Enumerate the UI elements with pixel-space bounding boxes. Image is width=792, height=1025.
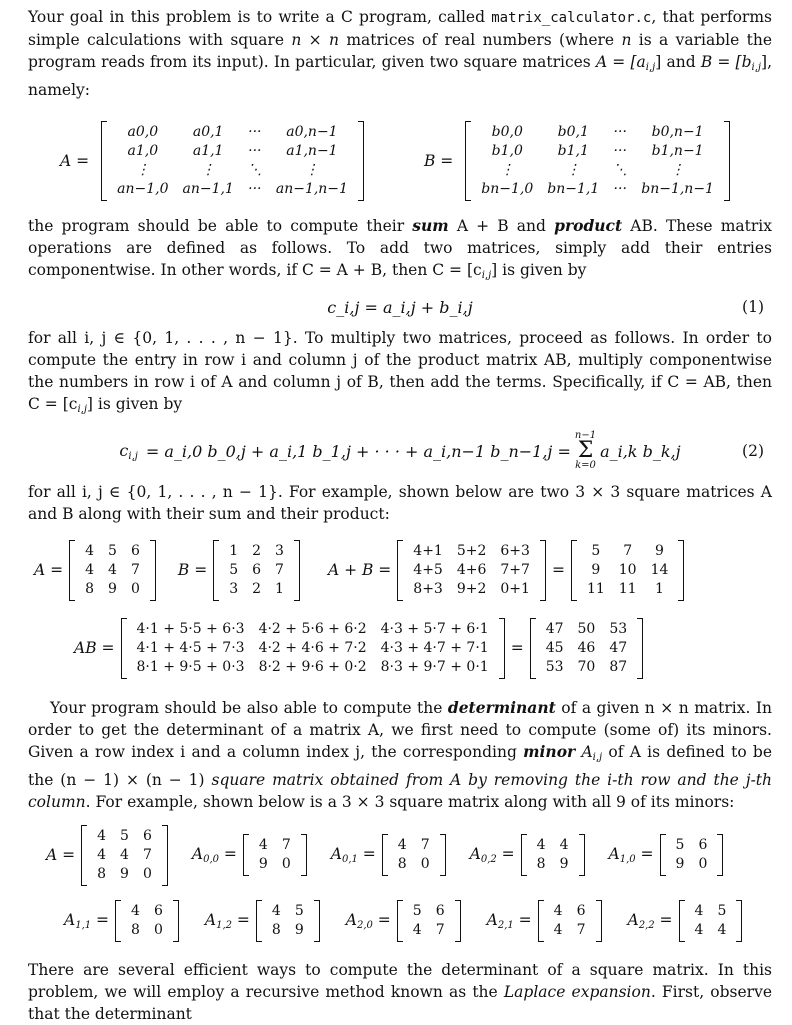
matrix-cell: 4 <box>694 922 704 938</box>
matrix-cell: 8 <box>131 922 140 938</box>
matrix-cell: ··· <box>613 124 627 140</box>
minor-1-1 <box>58 900 179 942</box>
matrix-cell: 53 <box>609 620 628 637</box>
minor-label: $A_{0,2}$ = <box>469 845 515 865</box>
minors-row-1: A = 4 5 6 4 4 7 8 9 0 $A_{0,0}$ = 4 7 9 0 $A_{0,1}$ = 4 7 8 0 $A_{0,2}$ = 4 4 8 9 $A_{1,0}$ = 5 6 9 0 <box>28 819 772 891</box>
matrix-cell: 1 <box>275 580 284 597</box>
matrix-cell: 4 <box>536 837 546 853</box>
matrix-cell: 0 <box>153 922 163 938</box>
matrix-cell: 9 <box>294 922 304 938</box>
example-sum-expanded <box>397 540 546 601</box>
matrix-cell: 5 <box>591 542 601 559</box>
minor-2-0 <box>340 900 461 942</box>
matrix-cell: 2 <box>252 542 262 559</box>
matrix-cell: an−1,0 <box>117 181 169 197</box>
matrix-cell: 1 <box>229 542 239 559</box>
example-product-result <box>530 618 643 679</box>
matrix-cell: 4+5 <box>413 561 443 578</box>
matrix-cell: 9 <box>559 856 569 872</box>
matrix-cell: 4·1 + 4·5 + 7·3 <box>136 639 245 656</box>
matrix-cell: 14 <box>650 561 669 578</box>
matrix-cell: bn−1,n−1 <box>641 181 714 197</box>
minor-term: minor <box>523 742 576 761</box>
matrix-cell: 4 <box>131 903 140 919</box>
matrix-cell: 4 <box>694 903 704 919</box>
example-matrix-a <box>69 540 156 601</box>
matrix-cell: a0,1 <box>192 124 224 140</box>
matrix-cell: 8 <box>85 580 95 597</box>
minor-2-2 <box>622 900 743 942</box>
matrix-cell: 70 <box>577 658 596 675</box>
matrix-cell: 4·2 + 5·6 + 6·2 <box>258 620 367 637</box>
matrix-cell: 87 <box>609 658 628 675</box>
matrix-cell: 3 <box>229 580 239 597</box>
matrix-cell: b1,1 <box>557 143 589 159</box>
matrix-cell: 7 <box>435 922 445 938</box>
matrix-cell: 6 <box>252 561 262 578</box>
equation-2: $c_{i,j}$ = a_i,0 b_0,j + a_i,1 b_1,j + · · · + a_i,n−1 b_n−1,j = n−1 Σ k=0 a_i,k b_k,j (2) <box>119 430 764 471</box>
matrix-cell: 4 <box>97 846 107 863</box>
minor-matrix <box>256 900 320 942</box>
gen-b-label: B = <box>423 152 454 170</box>
matrix-cell: 9 <box>108 580 117 597</box>
matrix-cell: 47 <box>545 620 564 637</box>
matrix-cell: 4 <box>120 846 129 863</box>
matrix-cell: 4 <box>717 922 727 938</box>
minor-matrix <box>521 834 585 876</box>
matrix-cell: a1,1 <box>192 143 224 159</box>
matrix-cell: 1 <box>655 580 664 597</box>
matrix-cell: 9 <box>591 561 601 578</box>
sum-product-paragraph: the program should be able to compute their sum A + B and product AB. These matrix operations are defined as follows. To add two matrices, simply add their entries componentwise. In other words, if C = A + B, then $C = [c_{i,j}]$ is given by <box>28 216 772 281</box>
matrix-cell: 4 <box>559 837 569 853</box>
matrix-cell: 5 <box>675 837 685 853</box>
matrix-cell: b1,0 <box>491 143 523 159</box>
minor-matrix <box>382 834 446 876</box>
matrix-cell: 7 <box>623 542 633 559</box>
minor-label: $A_{2,2}$ = <box>627 911 673 931</box>
matrix-cell: ⋮ <box>135 162 150 178</box>
matrix-cell: 8·3 + 9·7 + 0·1 <box>380 658 489 675</box>
matrix-cell: 4·3 + 4·7 + 7·1 <box>380 639 489 656</box>
minor-matrix <box>115 900 179 942</box>
matrix-cell: ··· <box>248 124 262 140</box>
matrix-cell: ⋮ <box>566 162 581 178</box>
matrix-b-general <box>465 121 730 201</box>
matrix-cell: 7 <box>576 922 586 938</box>
matrix-cell: 7 <box>142 846 152 863</box>
matrix-cell: 8+3 <box>413 580 443 597</box>
matrix-cell: b0,1 <box>557 124 589 140</box>
matrix-cell: ··· <box>613 143 627 159</box>
intro-paragraph: Your goal in this problem is to write a C program, called matrix_calculator.c, that performs simple calculations with square n × n matrices of real numbers (where n is a variable the program reads from its input). In particular, given two square matrices $A = [a_{i,j}]$ and $B = [b_{i,j}]$, namely: <box>28 8 772 99</box>
minor-label: $A_{2,1}$ = <box>486 911 532 931</box>
matrix-cell: 4 <box>271 903 281 919</box>
matrix-cell: 0 <box>130 580 140 597</box>
matrix-cell: a1,n−1 <box>286 143 338 159</box>
equation-2-expansion: = a_i,0 b_0,j + a_i,1 b_1,j + · · · + a_i,n−1 b_n−1,j = <box>145 441 571 461</box>
matrix-cell: 8 <box>536 856 546 872</box>
matrix-cell: 9 <box>258 856 268 872</box>
matrix-cell: 7+7 <box>500 561 530 578</box>
matrix-cell: b1,n−1 <box>651 143 704 159</box>
matrix-cell: 4·1 + 5·5 + 6·3 <box>136 620 245 637</box>
matrix-cell: 46 <box>577 639 596 656</box>
matrix-cell: bn−1,0 <box>481 181 534 197</box>
program-filename: matrix_calculator.c <box>491 10 652 26</box>
matrix-cell: ⋱ <box>613 162 628 178</box>
matrix-cell: 8 <box>97 865 107 882</box>
sum-term: sum <box>412 216 449 235</box>
minor-label: $A_{1,1}$ = <box>64 911 110 931</box>
matrix-cell: 6 <box>576 903 586 919</box>
matrix-cell: 4 <box>412 922 422 938</box>
matrix-cell: ··· <box>248 181 262 197</box>
matrix-cell: 7 <box>281 837 291 853</box>
matrix-cell: 50 <box>577 620 596 637</box>
determinant-paragraph: Your program should be also able to compute the determinant of a given n × n matrix. In order to get the determinant of a matrix A, we first need to compute (some of) its minors. Given a row index i and a column index j, the corresponding minor $A_{i,j}$ of A is defined to be the (n − 1) × (n − 1) square matrix obtained from A by removing the i-th row and the j-th column. For example, shown below is a 3 × 3 square matrix along with all 9 of its minors: <box>28 698 773 811</box>
summation-symbol: n−1 Σ k=0 <box>574 430 597 471</box>
matrix-cell: 4 <box>553 903 563 919</box>
product-term: product <box>554 216 623 235</box>
matrix-cell: a0,0 <box>127 124 159 140</box>
matrix-cell: 4+6 <box>456 561 487 578</box>
matrix-a-general <box>101 121 364 201</box>
example-sum-result <box>571 540 684 601</box>
gen-a-label: A = <box>60 152 90 170</box>
matrix-cell: ⋮ <box>670 162 685 178</box>
matrix-cell: 4 <box>397 837 407 853</box>
matrix-cell: 5 <box>412 903 422 919</box>
matrix-cell: 7 <box>130 561 140 578</box>
matrix-cell: 0 <box>420 856 430 872</box>
matrix-cell: 7 <box>275 561 284 578</box>
matrix-cell: 9+2 <box>456 580 487 597</box>
matrix-cell: 5 <box>294 903 304 919</box>
minor-label: $A_{0,0}$ = <box>191 845 237 865</box>
matrix-cell: 47 <box>609 639 628 656</box>
matrix-cell: 11 <box>618 580 637 597</box>
matrix-cell: 0 <box>281 856 291 872</box>
matrix-cell: 53 <box>545 658 564 675</box>
minor-matrix <box>679 900 743 942</box>
matrix-cell: 4 <box>97 827 107 844</box>
minor-matrix <box>538 900 602 942</box>
matrix-cell: 6 <box>130 542 140 559</box>
product-definition-paragraph: for all i, j ∈ {0, 1, . . . , n − 1}. To multiply two matrices, proceed as follows. In order to compute the entry in row i and column j of the product matrix AB, multiply componentwise the numbers in row i of A and column j of B, then add the terms. Specifically, if C = AB, then $C = [c_{i,j}]$ is given by <box>28 329 772 415</box>
matrix-cell: 9 <box>120 865 129 882</box>
matrix-cell: 4+1 <box>413 542 443 559</box>
matrix-cell: ⋱ <box>247 162 262 178</box>
matrix-cell: 4 <box>258 837 268 853</box>
example-product-row: AB = 4·1 + 5·5 + 6·3 4·2 + 5·6 + 6·2 4·3 + 5·7 + 6·1 4·1 + 4·5 + 7·3 4·2 + 4·6 + 7·2 4·3 + 4·7 + 7·1 8·1 + 9·5 + 0·3 8·2 + 9·6 + 0·2 8·3 + 9·7 + 0·1 = 47 50 53 45 46 47 53 70 87 <box>28 609 772 687</box>
matrix-cell: 4·2 + 4·6 + 7·2 <box>258 639 367 656</box>
matrix-cell: ··· <box>613 181 627 197</box>
equation-1 <box>28 287 772 327</box>
matrix-cell: 4 <box>85 561 95 578</box>
matrix-cell: 5 <box>717 903 727 919</box>
matrix-cell: bn−1,1 <box>547 181 600 197</box>
general-matrices <box>28 107 772 215</box>
example-matrix-b <box>213 540 300 601</box>
minor-1-2 <box>199 900 320 942</box>
laplace-paragraph: There are several efficient ways to compute the determinant of a square matrix. In this problem, we will employ a recursive method known as the Laplace expansion. First, observe that the determinant <box>28 961 773 1023</box>
matrix-cell: 5 <box>229 561 239 578</box>
matrix-cell: 9 <box>675 856 685 872</box>
matrix-cell: 5 <box>108 542 117 559</box>
matrix-cell: an−1,1 <box>182 181 234 197</box>
matrix-cell: an−1,n−1 <box>275 181 348 197</box>
minor-label: $A_{2,0}$ = <box>345 911 391 931</box>
matrix-cell: 0 <box>142 865 152 882</box>
matrix-cell: 6 <box>142 827 152 844</box>
example-product-expanded <box>121 618 505 679</box>
minor-label: $A_{1,0}$ = <box>608 845 654 865</box>
minor-1-0 <box>603 834 724 876</box>
matrix-cell: 2 <box>252 580 262 597</box>
matrix-cell: 5 <box>120 827 129 844</box>
matrix-cell: 0+1 <box>500 580 530 597</box>
matrix-cell: 4 <box>85 542 95 559</box>
matrix-cell: 8 <box>271 922 281 938</box>
minor-label: $A_{0,1}$ = <box>330 845 376 865</box>
matrix-cell: 4 <box>553 922 563 938</box>
example-intro-paragraph: for all i, j ∈ {0, 1, . . . , n − 1}. For example, shown below are two 3 × 3 square matrices A and B along with their sum and their product: <box>28 483 772 523</box>
laplace-term: Laplace expansion <box>503 983 651 1001</box>
matrix-cell: 8 <box>397 856 407 872</box>
matrix-cell: 3 <box>275 542 284 559</box>
matrix-cell: ··· <box>248 143 262 159</box>
matrix-cell: 8·1 + 9·5 + 0·3 <box>136 658 245 675</box>
matrix-cell: 4 <box>108 561 117 578</box>
matrix-cell: 7 <box>420 837 430 853</box>
minor-0-2 <box>464 834 585 876</box>
matrix-cell: 5+2 <box>456 542 487 559</box>
minor-matrix <box>243 834 307 876</box>
matrix-cell: 6 <box>435 903 445 919</box>
matrix-cell: 6 <box>153 903 163 919</box>
equation-2-number: (2) <box>742 442 764 460</box>
minor-0-1 <box>325 834 446 876</box>
matrix-cell: a1,0 <box>127 143 159 159</box>
matrix-cell: 9 <box>655 542 664 559</box>
minor-0-0 <box>186 834 307 876</box>
matrix-cell: ⋮ <box>201 162 216 178</box>
minor-matrix <box>397 900 461 942</box>
matrix-cell: 4·3 + 5·7 + 6·1 <box>380 620 489 637</box>
example-sum-row: A = 4 5 6 4 4 7 8 9 0 B = 1 2 3 5 6 7 3 2 1 A + B = 4+1 5+2 6+3 4+5 4+6 7+7 8+3 9+2 0+1 = 5 7 9 9 10 14 11 11 1 <box>28 531 772 609</box>
minor-matrix <box>660 834 724 876</box>
minors-row-2 <box>28 891 772 951</box>
matrix-cell: 11 <box>586 580 605 597</box>
document-page <box>28 6 772 1025</box>
equation-1-number: (1) <box>742 298 764 316</box>
matrix-cell: 10 <box>618 561 637 578</box>
matrix-cell: 0 <box>698 856 708 872</box>
matrix-cell: 45 <box>545 639 564 656</box>
equation-1-body: c_i,j = a_i,j + b_i,j <box>327 297 473 317</box>
minors-source-matrix <box>81 825 168 886</box>
matrix-cell: a0,n−1 <box>286 124 338 140</box>
matrix-cell: ⋮ <box>500 162 515 178</box>
matrix-cell: 8·2 + 9·6 + 0·2 <box>258 658 367 675</box>
matrix-cell: b0,0 <box>491 124 523 140</box>
matrix-cell: b0,n−1 <box>651 124 704 140</box>
determinant-term: determinant <box>447 698 556 717</box>
matrix-cell: 6 <box>698 837 708 853</box>
minor-label: $A_{1,2}$ = <box>204 911 250 931</box>
matrix-cell: ⋮ <box>304 162 319 178</box>
minor-2-1 <box>481 900 602 942</box>
matrix-cell: 6+3 <box>500 542 530 559</box>
